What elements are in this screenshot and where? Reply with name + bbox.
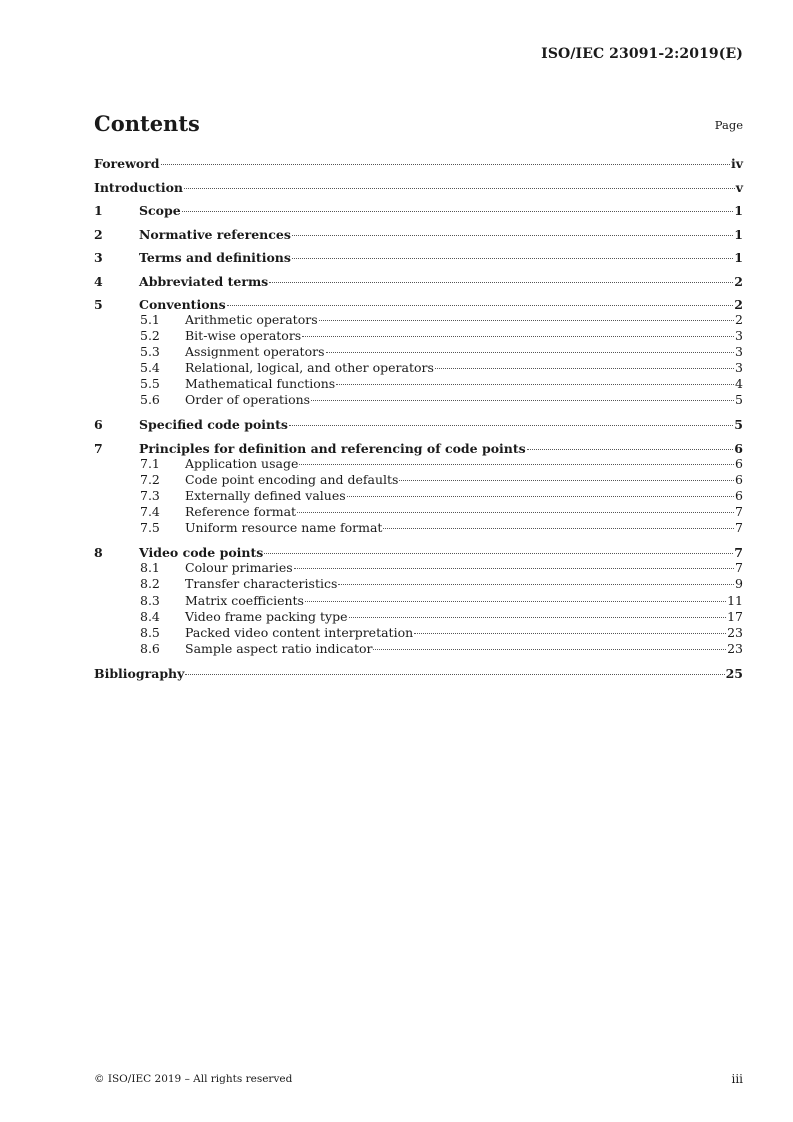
toc-subentry-number: 8.4: [140, 608, 160, 624]
dot-leader: [299, 464, 734, 465]
toc-entry[interactable]: [94, 178, 743, 202]
toc-subentry-number: 8.5: [140, 624, 160, 640]
toc-entry-title: Introduction: [94, 179, 184, 195]
toc-subentry-number: 5.1: [140, 312, 160, 327]
dot-leader: [227, 305, 734, 306]
toc-subentry[interactable]: [94, 312, 743, 328]
toc-entry-page: 6: [735, 455, 743, 471]
toc-entry-title: Matrix coefficients: [185, 592, 304, 608]
toc-entry-page: 5: [734, 417, 743, 433]
toc-entry-title: Arithmetic operators: [185, 312, 318, 327]
toc-entry-page: 17: [727, 608, 743, 624]
toc-entry-title: Foreword: [94, 156, 160, 171]
toc-entry[interactable]: [94, 272, 743, 296]
toc-entry-title: Normative references: [139, 226, 291, 242]
toc-entry-page: 1: [734, 203, 743, 218]
toc-subentry[interactable]: [94, 504, 743, 520]
dot-leader: [292, 235, 733, 236]
toc-entry-page: 7: [735, 504, 743, 520]
toc-entry-title: Order of operations: [185, 392, 311, 408]
toc-entry-number: 7: [94, 440, 103, 456]
page-column-label: Page: [714, 118, 743, 132]
toc-entry-title: Mathematical functions: [185, 376, 336, 392]
toc-entry-number: 8: [94, 545, 103, 561]
toc-subentry[interactable]: [94, 560, 743, 576]
toc-entry[interactable]: [94, 201, 743, 225]
page-number: iii: [731, 1072, 743, 1086]
dot-leader: [414, 633, 726, 634]
toc-subentry[interactable]: [94, 392, 743, 415]
toc-subentry[interactable]: [94, 376, 743, 392]
toc-entry-number: 3: [94, 250, 103, 265]
toc-entry-number: 4: [94, 273, 103, 289]
dot-leader: [305, 601, 726, 602]
toc-entry-title: Colour primaries: [185, 560, 293, 576]
copyright-notice: © ISO/IEC 2019 – All rights reserved: [94, 1073, 293, 1085]
toc-entry-page: 2: [734, 273, 743, 289]
toc-entry-title: Terms and definitions: [139, 250, 291, 265]
toc-subentry[interactable]: [94, 520, 743, 543]
dot-leader: [319, 320, 734, 321]
dot-leader: [435, 368, 734, 369]
document-id: ISO/IEC 23091-2:2019(E): [541, 46, 743, 62]
toc-entry-title: Abbreviated terms: [139, 273, 269, 289]
toc-entry-title: Conventions: [139, 297, 226, 312]
toc-subentry-number: 8.2: [140, 576, 160, 592]
toc-subentry-number: 5.4: [140, 360, 160, 376]
toc-subentry[interactable]: [94, 472, 743, 488]
toc-entry-title: Externally defined values: [185, 488, 346, 504]
toc-subentry-number: 5.6: [140, 392, 160, 408]
contents-title: Contents: [94, 111, 200, 136]
toc-entry-title: Specified code points: [139, 417, 288, 433]
toc-entry-page: 1: [734, 250, 743, 265]
toc-subentry[interactable]: [94, 360, 743, 376]
toc-entry-page: 3: [735, 360, 743, 376]
toc-entry-number: 6: [94, 417, 103, 433]
dot-leader: [289, 425, 733, 426]
toc-entry-page: 6: [735, 488, 743, 504]
toc-entry-page: 11: [727, 592, 743, 608]
toc-subentry-number: 5.5: [140, 376, 160, 392]
toc-entry-title: Relational, logical, and other operators: [185, 360, 434, 376]
toc-subentry-number: 8.3: [140, 592, 160, 608]
table-of-contents: [94, 154, 743, 687]
toc-entry-page: 4: [735, 376, 743, 392]
dot-leader: [527, 449, 734, 450]
toc-entry-title: Reference format: [185, 504, 297, 520]
dot-leader: [347, 496, 734, 497]
dot-leader: [302, 336, 734, 337]
toc-entry[interactable]: [94, 248, 743, 272]
toc-entry[interactable]: [94, 154, 743, 178]
toc-subentry[interactable]: [94, 328, 743, 344]
toc-entry-page: 7: [734, 545, 743, 561]
toc-entry[interactable]: [94, 415, 743, 439]
toc-entry-page: 23: [727, 624, 743, 640]
toc-entry-page: 6: [735, 472, 743, 488]
toc-subentry[interactable]: [94, 593, 743, 609]
toc-entry-title: Transfer characteristics: [185, 576, 338, 592]
dot-leader: [399, 480, 734, 481]
toc-subentry[interactable]: [94, 625, 743, 641]
dot-leader: [294, 568, 734, 569]
toc-entry-page: 2: [735, 312, 743, 327]
toc-entry[interactable]: [94, 664, 743, 688]
toc-entry-title: Sample aspect ratio indicator: [185, 640, 373, 656]
toc-subentry-number: 7.3: [140, 488, 160, 504]
toc-entry-page: 2: [734, 297, 743, 312]
dot-leader: [349, 617, 727, 618]
dot-leader: [161, 164, 730, 165]
dot-leader: [326, 352, 735, 353]
toc-entry-page: 5: [735, 392, 743, 408]
toc-subentry[interactable]: [94, 641, 743, 664]
toc-entry-page: 1: [734, 226, 743, 242]
toc-subentry-number: 8.1: [140, 560, 160, 576]
toc-entry-title: Principles for definition and referencing of code points: [139, 440, 526, 456]
toc-entry-page: 6: [734, 440, 743, 456]
toc-entry-page: 3: [735, 344, 743, 360]
toc-subentry[interactable]: [94, 344, 743, 360]
toc-entry[interactable]: [94, 295, 743, 312]
toc-subentry[interactable]: [94, 488, 743, 504]
toc-subentry-number: 5.2: [140, 328, 160, 344]
toc-entry-title: Scope: [139, 203, 181, 218]
toc-subentry-number: 8.6: [140, 640, 160, 656]
toc-subentry-number: 7.5: [140, 520, 160, 536]
toc-entry-title: Video code points: [139, 545, 264, 561]
toc-subentry-number: 7.1: [140, 455, 160, 471]
dot-leader: [297, 512, 734, 513]
toc-entry[interactable]: [94, 225, 743, 249]
toc-entry-title: Uniform resource name format: [185, 520, 383, 536]
dot-leader: [311, 400, 734, 401]
dot-leader: [373, 649, 726, 650]
toc-entry-page: iv: [730, 156, 743, 171]
toc-subentry-number: 7.4: [140, 504, 160, 520]
dot-leader: [336, 384, 734, 385]
toc-entry-number: 2: [94, 226, 103, 242]
toc-entry-number: 1: [94, 203, 103, 218]
toc-entry-page: 7: [735, 560, 743, 576]
toc-entry-title: Assignment operators: [185, 344, 325, 360]
toc-entry-number: 5: [94, 297, 103, 312]
toc-entry-page: 7: [735, 520, 743, 536]
toc-entry-title: Application usage: [185, 455, 299, 471]
toc-subentry-number: 5.3: [140, 344, 160, 360]
toc-entry-title: Code point encoding and defaults: [185, 472, 399, 488]
dot-leader: [383, 528, 734, 529]
toc-entry-page: 3: [735, 328, 743, 344]
toc-subentry[interactable]: [94, 576, 743, 592]
dot-leader: [269, 282, 733, 283]
toc-subentry[interactable]: [94, 609, 743, 625]
dot-leader: [264, 553, 733, 554]
toc-entry-page: 25: [725, 665, 743, 681]
toc-entry-title: Bit-wise operators: [185, 328, 302, 344]
dot-leader: [185, 674, 724, 675]
toc-entry-page: v: [735, 179, 743, 195]
toc-entry-page: 23: [727, 640, 743, 656]
toc-entry-title: Bibliography: [94, 665, 185, 681]
toc-entry-title: Packed video content interpretation: [185, 624, 414, 640]
dot-leader: [338, 584, 734, 585]
dot-leader: [184, 188, 735, 189]
toc-entry-title: Video frame packing type: [185, 608, 348, 624]
toc-entry[interactable]: [94, 439, 743, 456]
dot-leader: [292, 258, 733, 259]
toc-subentry-number: 7.2: [140, 472, 160, 488]
dot-leader: [182, 211, 734, 212]
toc-entry-page: 9: [735, 576, 743, 592]
toc-entry[interactable]: [94, 543, 743, 560]
